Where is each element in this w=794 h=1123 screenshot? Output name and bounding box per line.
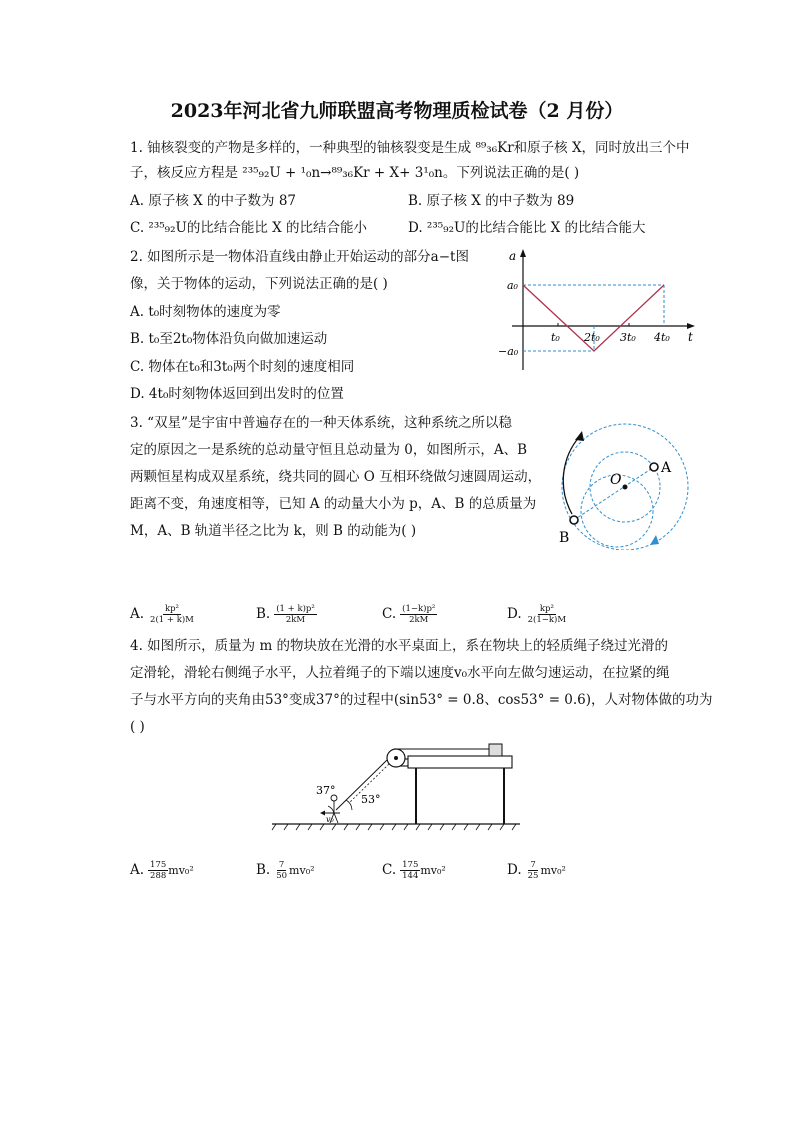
rotation-arc — [563, 436, 580, 514]
q4-option-b-fraction: $\frac{7}{50}$ — [276, 860, 288, 881]
q1-option-b: B. 原子核 X 的中子数为 89 — [408, 193, 575, 209]
q3-option-b-fraction: $\frac{\text{(1 + k)p²}}{2kM}$ — [276, 604, 315, 625]
q3-stem-line3: 两颗恒星构成双星系统，绕共同的圆心 O 互相环绕做匀速圆周运动， — [130, 469, 542, 485]
graph-y-arrow — [520, 249, 526, 257]
q3-stem-line2: 定的原因之一是系统的总动量守恒且总动量为 0，如图所示，A、B — [130, 442, 528, 458]
q4-option-b: B. $\frac{7}{50}$ mv₀² — [256, 860, 315, 881]
q1-option-d: D. ²³⁵₉₂U的比结合能比 X 的比结合能大 — [408, 220, 646, 236]
block-m — [489, 744, 502, 756]
q3-option-c: C. $\frac{\text{(1−k)p²}}{2kM}$ — [382, 604, 436, 625]
graph-label-a0: a₀ — [507, 279, 518, 292]
q4-stem-line4: ( ) — [130, 719, 145, 735]
graph-label-4t0: 4t₀ — [654, 331, 670, 344]
q4-stem-line3: 子与水平方向的夹角由53°变成37°的过程中(sin53° = 0.8、cos53° = 0.6)，人对物体做的功为 — [130, 692, 713, 708]
star-b — [570, 516, 578, 524]
q2-option-b: B. t₀至2t₀物体沿负向做加速运动 — [130, 331, 328, 347]
q3-option-a-fraction: $\frac{\text{kp²}}{2(1 + k)M}$ — [150, 604, 194, 625]
q4-option-a: A. $\frac{175}{288}$ mv₀² — [130, 860, 194, 881]
q2-stem-line2: 像，关于物体的运动，下列说法正确的是( ) — [130, 276, 388, 292]
label-o: O — [610, 472, 622, 488]
q1-option-c: C. ²³⁵₉₂U的比结合能比 X 的比结合能小 — [130, 220, 368, 236]
label-v0: v₀ — [326, 815, 334, 824]
q3-stem-line5: M，A、B 轨道半径之比为 k，则 B 的动能为( ) — [130, 523, 417, 539]
graph-label-a: a — [509, 249, 517, 263]
q1-stem-line2: 子，核反应方程是 ²³⁵₉₂U + ¹₀n→⁸⁹₃₆Kr + X+ 3¹₀n。下列说法正确的是( ) — [130, 165, 580, 181]
q2-option-c: C. 物体在t₀和3t₀两个时刻的速度相同 — [130, 359, 355, 375]
q4-option-a-fraction: $\frac{175}{288}$ — [150, 860, 167, 881]
q2-option-a: A. t₀时刻物体的速度为零 — [130, 304, 281, 320]
q4-option-c-fraction: $\frac{175}{144}$ — [402, 860, 419, 881]
graph-label-t: t — [688, 330, 693, 344]
q4-stem-line1: 4. 如图所示，质量为 m 的物块放在光滑的水平桌面上，系在物块上的轻质绳子绕过光滑的 — [130, 638, 669, 654]
graph-label-t0: t₀ — [551, 331, 560, 344]
q4-option-d: D. $\frac{7}{25}$ mv₀² — [507, 860, 566, 881]
q2-option-d: D. 4t₀时刻物体返回到出发时的位置 — [130, 386, 344, 402]
center-o-dot — [623, 485, 628, 490]
graph-x-arrow — [687, 323, 695, 329]
q3-binary-star-figure — [548, 420, 698, 550]
q3-option-a: A. $\frac{\text{kp²}}{2(1 + k)M}$ — [130, 604, 194, 625]
graph-label-3t0: 3t₀ — [620, 331, 636, 344]
graph-label-2t0: 2t₀ — [584, 331, 600, 344]
q4-stem-line2: 定滑轮，滑轮右侧绳子水平，人拉着绳子的下端以速度v₀水平向左做匀速运动，在拉紧的绳 — [130, 665, 670, 681]
label-37-degrees: 37° — [316, 784, 336, 797]
q4-pulley-figure — [268, 740, 524, 832]
ground-hatching — [272, 824, 516, 830]
q1-stem-line1: 1. 铀核裂变的产物是多样的，一种典型的铀核裂变是生成 ⁸⁹₃₆Kr和原子核 X，同时放出三个中 — [130, 140, 690, 156]
q3-option-b: B. $\frac{\text{(1 + k)p²}}{2kM}$ — [256, 604, 315, 625]
q3-option-c-fraction: $\frac{\text{(1−k)p²}}{2kM}$ — [402, 604, 436, 625]
exam-title: 2023年河北省九师联盟高考物理质检试卷（2 月份） — [170, 100, 624, 122]
q3-stem-line1: 3. “双星”是宇宙中普遍存在的一种天体系统，这种系统之所以稳 — [130, 415, 512, 431]
table-surface — [408, 756, 512, 768]
q3-option-d: D. $\frac{\text{kp²}}{2(1-k)M}$ — [507, 604, 567, 625]
q2-acceleration-time-graph — [494, 246, 704, 374]
orbit-arrow-icon — [650, 535, 659, 545]
person-leg-right — [334, 813, 338, 823]
label-53-degrees: 53° — [361, 793, 381, 806]
q2-stem-line1: 2. 如图所示是一物体沿直线由静止开始运动的部分a−t图 — [130, 249, 469, 265]
q3-option-d-fraction: $\frac{\text{kp²}}{2(1-k)M}$ — [527, 604, 567, 625]
graph-label-neg-a0: −a₀ — [498, 345, 519, 358]
q3-stem-line4: 距离不变，角速度相等，已知 A 的动量大小为 p，A、B 的总质量为 — [130, 496, 537, 512]
q4-option-c: C. $\frac{175}{144}$ mv₀² — [382, 860, 446, 881]
q1-option-a: A. 原子核 X 的中子数为 87 — [130, 193, 296, 209]
label-b: B — [559, 530, 570, 546]
label-a: A — [661, 460, 672, 476]
angle-53-arc — [346, 800, 352, 810]
star-a — [650, 463, 658, 471]
rotation-arrow-icon — [575, 431, 584, 441]
velocity-arrow-icon — [320, 811, 325, 816]
q4-option-d-fraction: $\frac{7}{25}$ — [527, 860, 539, 881]
pulley-axle — [394, 756, 398, 760]
